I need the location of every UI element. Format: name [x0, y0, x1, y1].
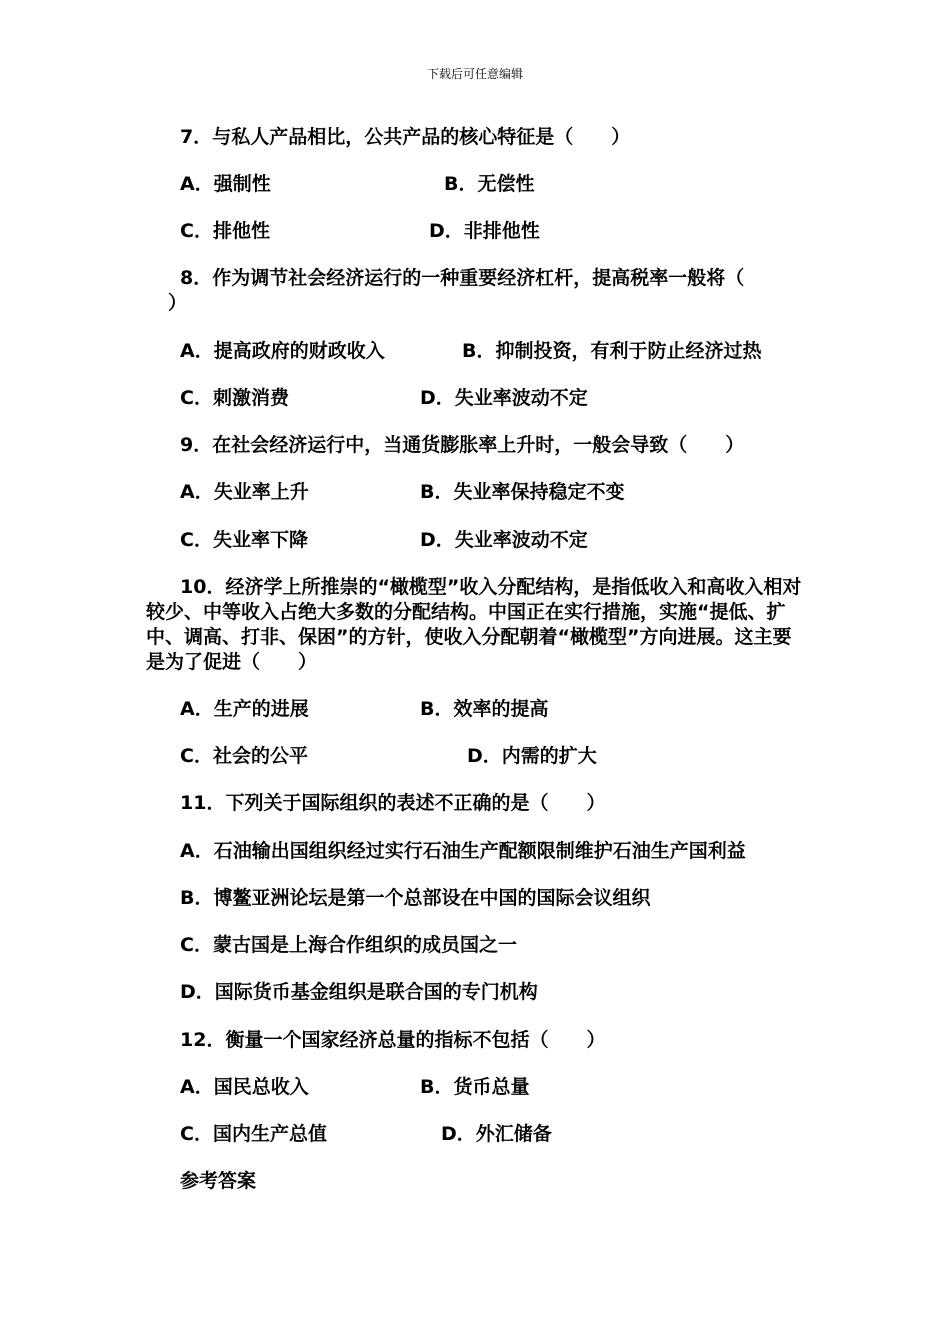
answer-heading: 参考答案 [180, 1170, 257, 1192]
question-12-option-a: A．国民总收入 [180, 1076, 309, 1098]
question-8-option-c: C．刺激消费 [180, 387, 289, 409]
question-7-option-b: B．无偿性 [444, 173, 535, 195]
question-10-option-d: D．内需的扩大 [467, 745, 597, 767]
question-11-option-c: C．蒙古国是上海合作组织的成员国之一 [180, 934, 517, 956]
question-10-option-a: A．生产的进展 [180, 698, 309, 720]
question-10-stem [146, 575, 806, 675]
question-9-option-a: A．失业率上升 [180, 481, 309, 503]
question-7-option-a: A．强制性 [180, 173, 271, 195]
question-12-option-c: C．国内生产总值 [180, 1123, 327, 1145]
question-8-stem-line1: 8．作为调节社会经济运行的一种重要经济杠杆，提高税率一般将（ [180, 267, 745, 289]
question-11-stem: 11．下列关于国际组织的表述不正确的是（ ） [180, 792, 606, 814]
question-12-stem: 12．衡量一个国家经济总量的指标不包括（ ） [180, 1029, 606, 1051]
question-9-option-c: C．失业率下降 [180, 529, 308, 551]
question-8-option-b: B．抑制投资，有利于防止经济过热 [462, 340, 762, 362]
question-7-stem: 7．与私人产品相比，公共产品的核心特征是（ ） [180, 126, 631, 148]
question-8-option-d: D．失业率波动不定 [420, 387, 588, 409]
question-11-option-d: D．国际货币基金组织是联合国的专门机构 [180, 981, 538, 1003]
question-7-option-c: C．排他性 [180, 220, 270, 242]
question-11-option-a: A．石油输出国组织经过实行石油生产配额限制维护石油生产国利益 [180, 840, 746, 862]
question-12-option-b: B．货币总量 [420, 1076, 530, 1098]
question-8-stem-line2: ） [168, 292, 188, 314]
question-9-stem: 9．在社会经济运行中，当通货膨胀率上升时，一般会导致（ ） [180, 434, 745, 456]
question-9-option-b: B．失业率保持稳定不变 [420, 481, 625, 503]
question-12-option-d: D．外汇储备 [441, 1123, 552, 1145]
question-11-option-b: B．博鳌亚洲论坛是第一个总部设在中国的国际会议组织 [180, 887, 651, 909]
question-9-option-d: D．失业率波动不定 [420, 529, 588, 551]
question-10-option-c: C．社会的公平 [180, 745, 308, 767]
question-8-option-a: A．提高政府的财政收入 [180, 340, 385, 362]
question-10-stem-text: 10．经济学上所推崇的“橄榄型”收入分配结构，是指低收入和高收入相对较少、中等收入占绝大多数的分配结构。中国正在实行措施，实施“提低、扩中、调高、打非、保困”的方针，使收入分配朝着“橄榄型”方向进展。这主要是为了促进（ ） [146, 576, 802, 673]
question-10-option-b: B．效率的提高 [420, 698, 549, 720]
question-7-option-d: D．非排他性 [429, 220, 540, 242]
page-header: 下载后可任意编辑 [426, 67, 523, 81]
